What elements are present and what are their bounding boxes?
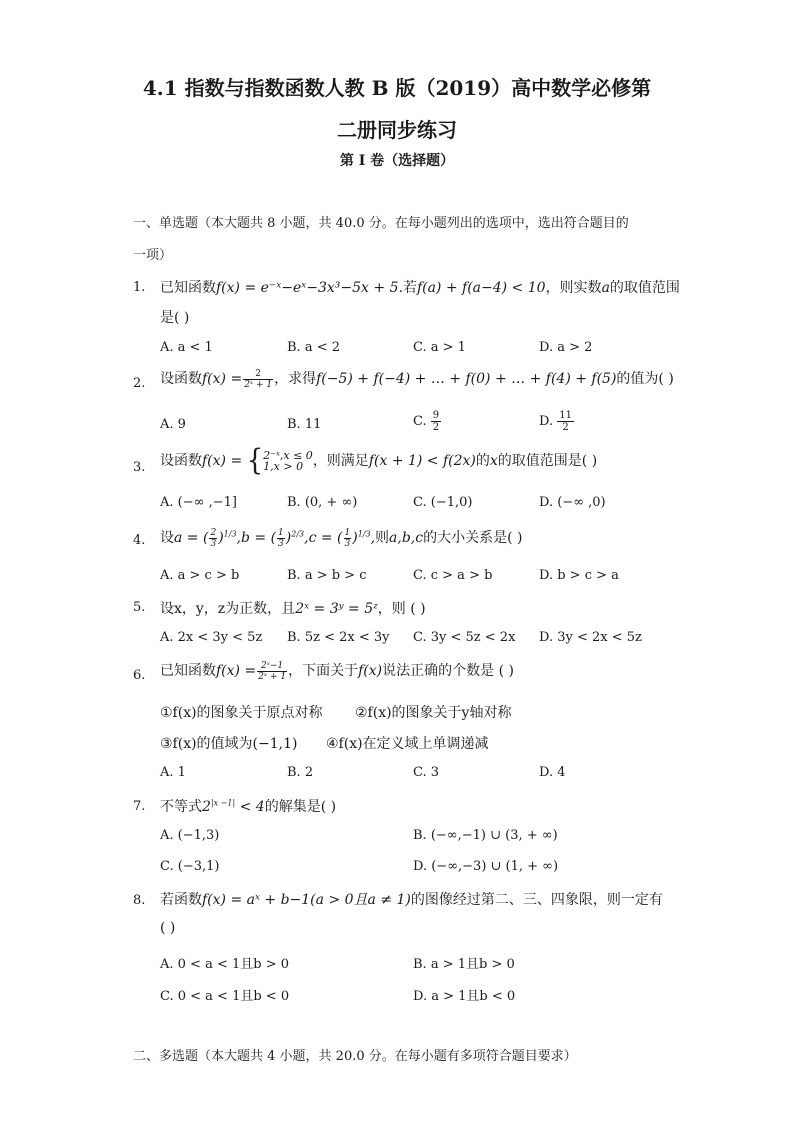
option-a[interactable]: A. a < 1 xyxy=(160,340,213,355)
option-c[interactable]: C. 0 < a < 1且b < 0 xyxy=(160,989,290,1004)
stem-formula: f(x) = xyxy=(216,663,257,679)
stem-formula: a = ( $\frac{2}{3}$ )$^{1/3}$,b = ( $\frac{1}{3}$ )$^{2/3}$,c = ( $\frac{1}{3}$ )$^{1/3}$, xyxy=(174,527,376,549)
option-b[interactable]: B. a > 1且b > 0 xyxy=(413,957,515,972)
stem-formula: f(x + 1) < f(2x) xyxy=(368,453,476,469)
stem-text: ，则 ( ) xyxy=(377,601,426,617)
stem-text: 设 xyxy=(160,530,174,546)
question-stem-cont: 是( ) xyxy=(160,310,190,326)
option-b[interactable]: B. 2 xyxy=(287,765,314,780)
option-a[interactable]: A. 2x < 3y < 5z xyxy=(160,630,263,645)
stem-formula: f(−5) + f(−4) + … + f(0) + … + f(4) + f(5) xyxy=(316,371,617,387)
statement-3: ③f(x)的值域为(−1,1) xyxy=(160,736,298,752)
stem-text: ，则实数 xyxy=(545,280,602,296)
stem-text: 的取值范围是( ) xyxy=(497,453,598,469)
option-a[interactable]: A. 9 xyxy=(160,417,186,432)
option-c[interactable]: C. 3 xyxy=(413,765,440,780)
stem-formula: a,b,c xyxy=(389,530,424,546)
question-stem xyxy=(160,527,522,549)
question-number: 2. xyxy=(133,376,146,391)
option-d[interactable]: D. (−∞,−3) ∪ (1, + ∞) xyxy=(413,859,559,874)
denominator: 2ˣ + 1 xyxy=(244,379,273,390)
stem-text: 的取值范围 xyxy=(609,280,680,296)
option-d[interactable]: D. a > 2 xyxy=(539,340,593,355)
stem-formula: a xyxy=(601,280,610,296)
question-stem xyxy=(160,796,336,816)
left-brace: { xyxy=(246,444,264,478)
question-stem xyxy=(160,889,663,909)
piecewise xyxy=(263,450,313,472)
question-number: 6. xyxy=(133,668,146,683)
option-b[interactable]: B. (−∞,−1) ∪ (3, + ∞) xyxy=(413,828,558,843)
stem-formula: x xyxy=(489,453,498,469)
stem-formula: f(x) = aˣ + b−1(a > 0且a ≠ 1) xyxy=(202,892,411,908)
volume-heading: 第 I 卷（选择题） xyxy=(339,153,455,169)
question-stem xyxy=(160,277,680,297)
stem-text: 的值为( ) xyxy=(616,371,674,387)
fraction xyxy=(431,410,441,433)
option-c[interactable] xyxy=(413,410,441,433)
denominator: 2 xyxy=(432,422,440,433)
stem-text: ，则满足 xyxy=(312,453,369,469)
question-number: 4. xyxy=(133,533,146,548)
fraction xyxy=(257,661,287,682)
question-stem xyxy=(160,598,426,618)
option-label: C. xyxy=(413,414,427,429)
option-b[interactable]: B. 5z < 2x < 3y xyxy=(287,630,390,645)
option-c[interactable]: C. c > a > b xyxy=(413,568,493,583)
option-c[interactable]: C. 3y < 5z < 2x xyxy=(413,630,516,645)
stem-formula: 2ˣ = 3ʸ = 5ᶻ xyxy=(295,601,378,617)
stem-text: 设函数 xyxy=(160,371,202,387)
numerator: 9 xyxy=(432,410,440,421)
stem-text: ，下面关于 xyxy=(288,663,359,679)
piece-2: 1,x > 0 xyxy=(263,460,304,473)
question-stem xyxy=(160,368,674,390)
option-d[interactable]: D. (−∞ ,0) xyxy=(539,495,606,510)
question-number: 3. xyxy=(133,460,146,475)
stem-text: 若函数 xyxy=(160,892,202,908)
question-stem-cont: ( ) xyxy=(160,920,176,936)
stem-formula: f(x) = e⁻ˣ−eˣ−3x³−5x + 5. xyxy=(216,280,403,296)
option-b[interactable]: B. a > b > c xyxy=(287,568,367,583)
option-b[interactable]: B. 11 xyxy=(287,417,322,432)
option-a[interactable]: A. a > c > b xyxy=(160,568,240,583)
statement-1: ①f(x)的图象关于原点对称 xyxy=(160,705,323,721)
stem-text: 已知函数 xyxy=(160,663,216,679)
option-a[interactable]: A. 1 xyxy=(160,765,186,780)
statement-2: ②f(x)的图象关于y轴对称 xyxy=(355,705,512,721)
question-stem xyxy=(160,444,598,478)
stem-text: 不等式 xyxy=(160,799,202,815)
option-b[interactable]: B. a < 2 xyxy=(287,340,340,355)
stem-text: 则 xyxy=(375,530,390,546)
option-d[interactable]: D. b > c > a xyxy=(539,568,619,583)
stem-text: 已知函数 xyxy=(160,280,216,296)
fraction xyxy=(243,369,273,390)
stem-text: 的解集是( ) xyxy=(264,799,337,815)
section1-heading-line1: 一、单选题（本大题共 8 小题，共 40.0 分。在每小题列出的选项中，选出符合题目的 xyxy=(133,216,629,231)
question-stem xyxy=(160,660,514,682)
question-number: 8. xyxy=(133,893,146,908)
option-d[interactable]: D. a > 1且b < 0 xyxy=(413,989,516,1004)
section2-heading: 二、多选题（本大题共 4 小题，共 20.0 分。在每小题有多项符合题目要求） xyxy=(133,1049,577,1064)
stem-formula: f(x) = xyxy=(202,453,243,469)
stem-text: 设函数 xyxy=(160,453,202,469)
option-d[interactable]: D. 4 xyxy=(539,765,566,780)
piece-1: 2⁻ˣ,x ≤ 0 xyxy=(263,449,313,462)
fraction xyxy=(557,410,574,433)
option-d[interactable] xyxy=(539,410,574,433)
option-label: D. xyxy=(539,414,554,429)
stem-text: 设x，y，z为正数，且 xyxy=(160,601,296,617)
question-number: 1. xyxy=(133,280,146,295)
stem-formula: $2^{|x -1|} < 4$ xyxy=(202,798,265,815)
option-d[interactable]: D. 3y < 2x < 5z xyxy=(539,630,642,645)
statement-4: ④f(x)在定义域上单调递减 xyxy=(326,736,489,752)
stem-formula: f(a) + f(a−4) < 10 xyxy=(416,280,546,296)
option-a[interactable]: A. (−∞ ,−1] xyxy=(160,495,237,510)
option-b[interactable]: B. (0, + ∞) xyxy=(287,495,358,510)
stem-text: 的图像经过第二、三、四象限，则一定有 xyxy=(410,892,663,908)
option-a[interactable]: A. 0 < a < 1且b > 0 xyxy=(160,957,290,972)
stem-text: 说法正确的个数是 ( ) xyxy=(382,663,514,679)
numerator: 2ˣ−1 xyxy=(257,661,287,672)
question-number: 5. xyxy=(133,600,146,615)
denominator: 2ˣ + 1 xyxy=(258,671,287,682)
section1-heading-line2: 一项） xyxy=(133,248,173,263)
option-c[interactable]: C. a > 1 xyxy=(413,340,466,355)
stem-text: ，求得 xyxy=(274,371,317,387)
stem-text: 若 xyxy=(402,280,417,296)
question-number: 7. xyxy=(133,799,146,814)
option-c[interactable]: C. (−3,1) xyxy=(160,859,220,874)
numerator: 2 xyxy=(243,369,273,380)
numerator: 11 xyxy=(559,410,572,421)
denominator: 2 xyxy=(562,422,569,433)
stem-formula: f(x) xyxy=(358,663,383,679)
option-c[interactable]: C. (−1,0) xyxy=(413,495,473,510)
doc-title-line1: 4.1 指数与指数函数人教 B 版（2019）高中数学必修第 xyxy=(142,76,652,100)
option-a[interactable]: A. (−1,3) xyxy=(160,828,220,843)
stem-formula: f(x) = xyxy=(202,371,243,387)
stem-text: 的 xyxy=(475,453,490,469)
stem-text: 的大小关系是( ) xyxy=(423,530,523,546)
doc-title-line2: 二册同步练习 xyxy=(337,118,457,142)
